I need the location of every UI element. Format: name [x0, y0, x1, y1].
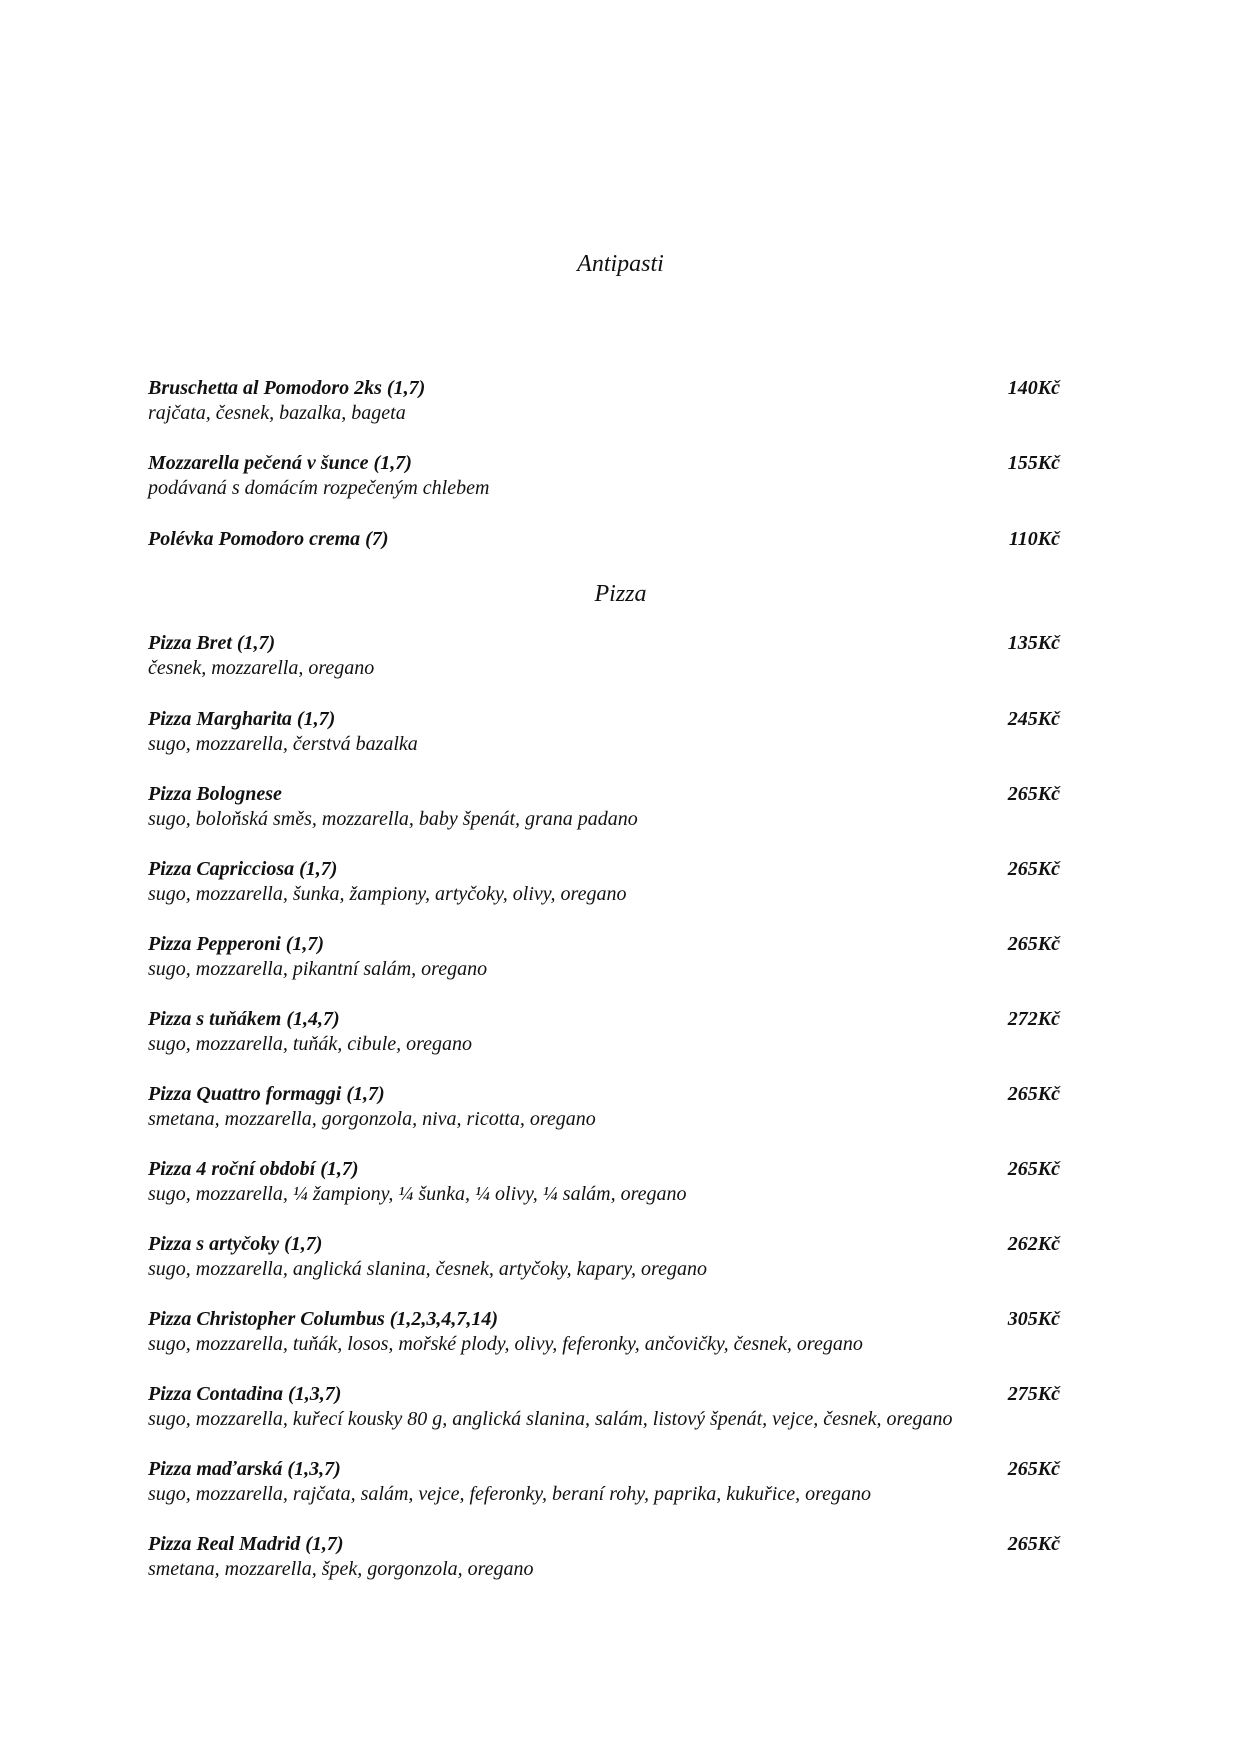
menu-item: [148, 781, 1093, 831]
menu-item-row: [148, 1306, 1093, 1332]
menu-item-description: rajčata, česnek, bazalka, bageta: [148, 402, 406, 424]
menu-item: [148, 931, 1093, 981]
menu-item-description: sugo, mozzarella, rajčata, salám, vejce, feferonky, beraní rohy, paprika, kukuřice, oregano: [148, 1483, 872, 1505]
menu-item-name: Polévka Pomodoro crema (7): [148, 528, 389, 550]
menu-item: [148, 375, 1093, 425]
antipasti-heading: Antipasti: [577, 251, 664, 277]
menu-item-price: 262Kč: [1007, 1233, 1060, 1255]
menu-item-row: [148, 1531, 1093, 1557]
menu-item-price: 265Kč: [1007, 1083, 1060, 1105]
menu-item: [148, 1531, 1093, 1581]
menu-item-description: sugo, mozzarella, anglická slanina, česnek, artyčoky, kapary, oregano: [148, 1258, 707, 1280]
menu-item: [148, 856, 1093, 906]
menu-item-name: Pizza s tuňákem (1,4,7): [148, 1008, 340, 1030]
menu-item: [148, 1381, 1093, 1431]
menu-item-row: [148, 856, 1093, 882]
menu-item-price: 265Kč: [1007, 858, 1060, 880]
menu-item-row: [148, 375, 1093, 401]
menu-item-name: Pizza s artyčoky (1,7): [148, 1233, 323, 1255]
menu-item-description: sugo, mozzarella, čerstvá bazalka: [148, 733, 418, 755]
menu-item-price: 265Kč: [1007, 1158, 1060, 1180]
menu-item-price: 305Kč: [1007, 1308, 1060, 1330]
menu-item-description: sugo, mozzarella, tuňák, losos, mořské plody, olivy, feferonky, ančovičky, česnek, oregano: [148, 1333, 863, 1355]
menu-item-description: smetana, mozzarella, gorgonzola, niva, ricotta, oregano: [148, 1108, 596, 1130]
menu-item-name: Mozzarella pečená v šunce (1,7): [148, 452, 412, 474]
menu-item-description: česnek, mozzarella, oregano: [148, 657, 375, 679]
menu-item-row: [148, 706, 1093, 732]
menu-item-price: 140Kč: [1007, 377, 1060, 399]
menu-item: [148, 630, 1093, 680]
menu-item-description: smetana, mozzarella, špek, gorgonzola, oregano: [148, 1558, 534, 1580]
menu-item: [148, 1231, 1093, 1281]
menu-item-row: [148, 1081, 1093, 1107]
menu-item-row: [148, 1456, 1093, 1482]
menu-item: [148, 1456, 1093, 1506]
menu-item-description: sugo, mozzarella, pikantní salám, oregano: [148, 958, 488, 980]
menu-item-price: 265Kč: [1007, 1533, 1060, 1555]
menu-item-row: [148, 526, 1093, 552]
menu-item-name: Pizza 4 roční období (1,7): [148, 1158, 359, 1180]
menu-item-price: 272Kč: [1007, 1008, 1060, 1030]
menu-item-row: [148, 781, 1093, 807]
menu-item-name: Pizza Contadina (1,3,7): [148, 1383, 342, 1405]
menu-item: [148, 1006, 1093, 1056]
menu-item-price: 155Kč: [1007, 452, 1060, 474]
menu-item-name: Pizza Real Madrid (1,7): [148, 1533, 344, 1555]
menu-item-description: sugo, mozzarella, kuřecí kousky 80 g, anglická slanina, salám, listový špenát, vejce, česnek, oregano: [148, 1408, 953, 1430]
menu-item-name: Pizza Capricciosa (1,7): [148, 858, 338, 880]
menu-item-description: sugo, boloňská směs, mozzarella, baby špenát, grana padano: [148, 808, 638, 830]
menu-item-name: Pizza maďarská (1,3,7): [148, 1458, 341, 1480]
menu-item-price: 245Kč: [1007, 708, 1060, 730]
menu-item: [148, 706, 1093, 756]
menu-item-row: [148, 450, 1093, 476]
menu-item: [148, 1306, 1093, 1356]
menu-item-row: [148, 1156, 1093, 1182]
menu-item-row: [148, 931, 1093, 957]
pizza-heading: Pizza: [594, 581, 647, 607]
menu-item-name: Pizza Margharita (1,7): [148, 708, 336, 730]
menu-item: [148, 1081, 1093, 1131]
menu-item: [148, 450, 1093, 500]
menu-item-price: 275Kč: [1007, 1383, 1060, 1405]
menu-item-name: Bruschetta al Pomodoro 2ks (1,7): [148, 377, 426, 399]
menu-item: [148, 1156, 1093, 1206]
menu-item-price: 265Kč: [1007, 933, 1060, 955]
menu-item-name: Pizza Bret (1,7): [148, 632, 276, 654]
menu-item-price: 110Kč: [1008, 528, 1060, 550]
menu-item-name: Pizza Bolognese: [148, 783, 282, 805]
menu-item-price: 265Kč: [1007, 1458, 1060, 1480]
menu-item-price: 135Kč: [1007, 632, 1060, 654]
menu-item-price: 265Kč: [1007, 783, 1060, 805]
menu-item: [148, 526, 1093, 552]
menu-item-name: Pizza Pepperoni (1,7): [148, 933, 325, 955]
menu-item-row: [148, 1006, 1093, 1032]
menu-item-row: [148, 1231, 1093, 1257]
menu-item-row: [148, 1381, 1093, 1407]
menu-item-description: sugo, mozzarella, šunka, žampiony, artyčoky, olivy, oregano: [148, 883, 627, 905]
menu-item-description: sugo, mozzarella, ¼ žampiony, ¼ šunka, ¼ olivy, ¼ salám, oregano: [148, 1183, 687, 1205]
menu-item-name: Pizza Christopher Columbus (1,2,3,4,7,14): [148, 1308, 499, 1330]
menu-item-row: [148, 630, 1093, 656]
menu-page: [148, 0, 1093, 1754]
menu-item-description: sugo, mozzarella, tuňák, cibule, oregano: [148, 1033, 473, 1055]
menu-item-name: Pizza Quattro formaggi (1,7): [148, 1083, 385, 1105]
menu-item-description: podávaná s domácím rozpečeným chlebem: [148, 477, 490, 499]
